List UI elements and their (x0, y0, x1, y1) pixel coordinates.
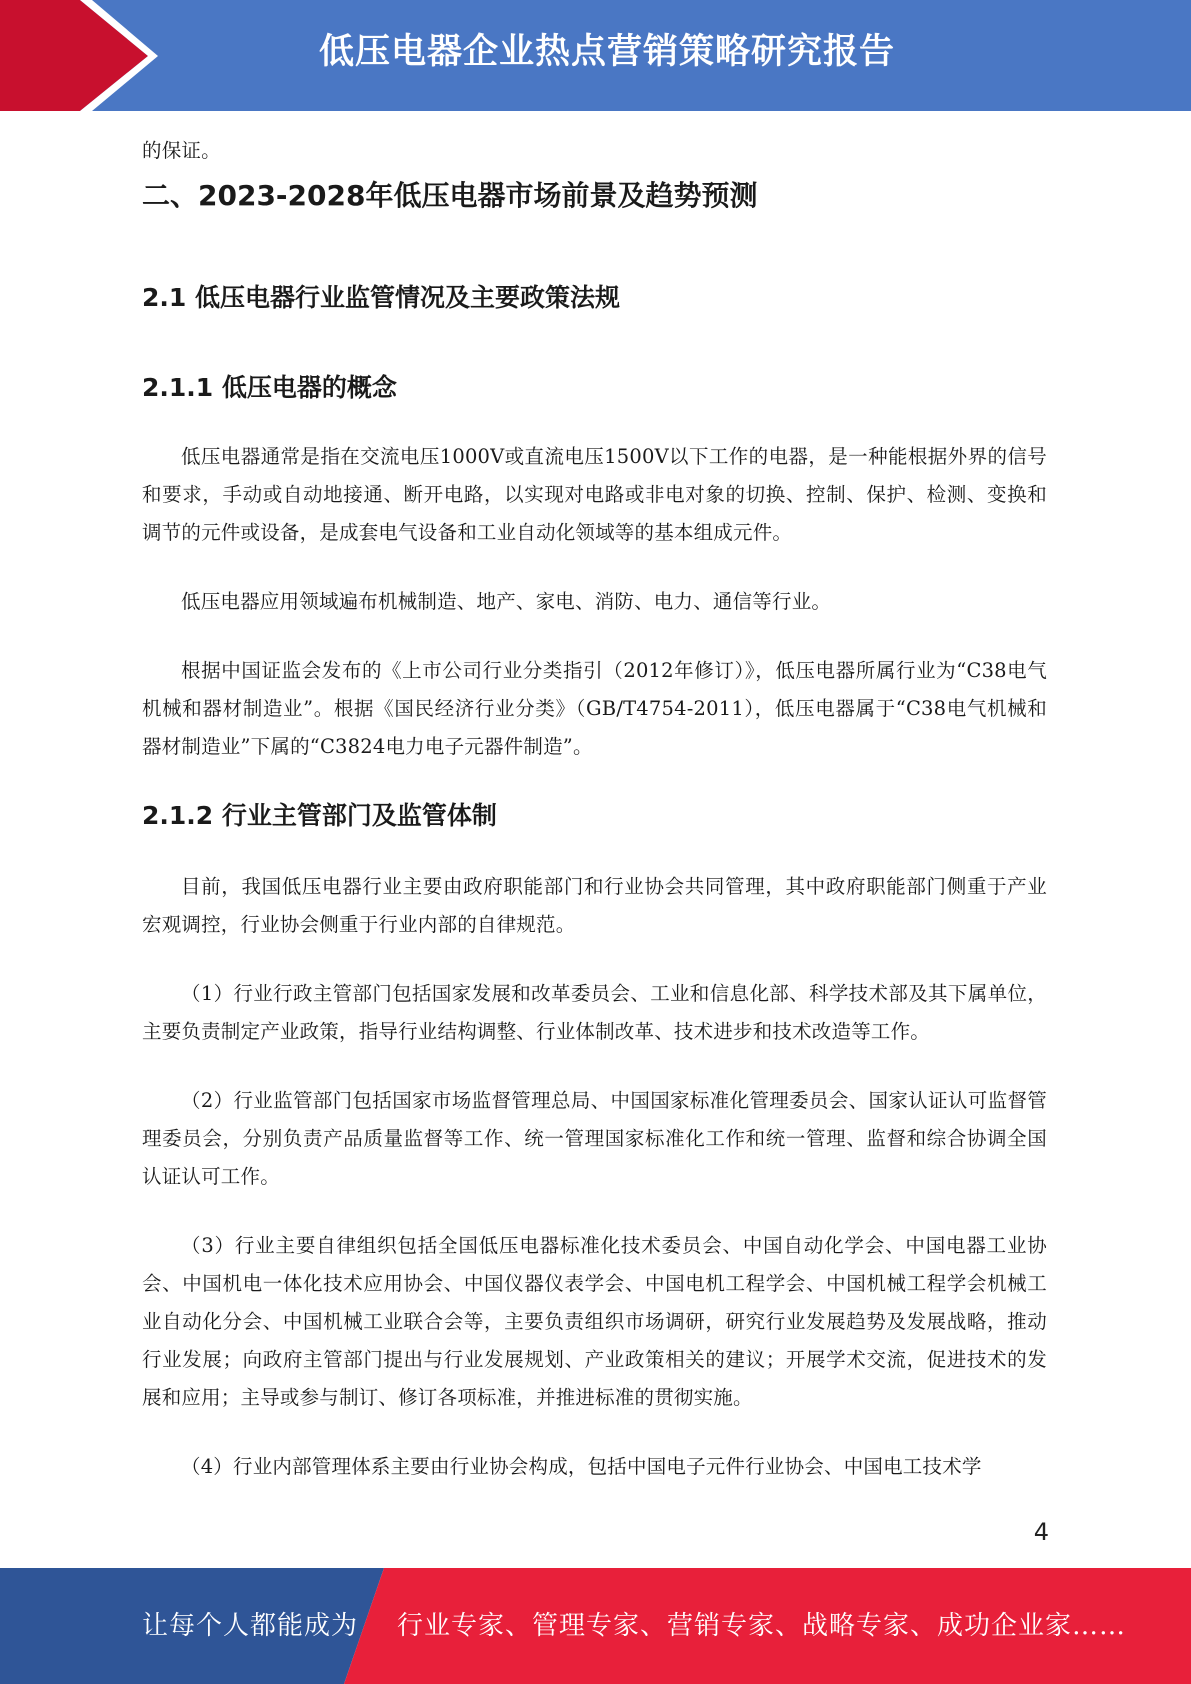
sub2-paragraph: 目前，我国低压电器行业主要由政府职能部门和行业协会共同管理，其中政府职能部门侧重于产业宏观调控，行业协会侧重于行业内部的自律规范。 (142, 875, 1047, 936)
sub1-paragraph: 低压电器应用领域遍布机械制造、地产、家电、消防、电力、通信等行业。 (181, 590, 832, 613)
sub1-paragraph: 低压电器通常是指在交流电压1000V或直流电压1500V以下工作的电器，是一种能根据外界的信号和要求，手动或自动地接通、断开电路，以实现对电路或非电对象的切换、控制、保护、检测、变换和调节的元件或设备，是成套电气设备和工业自动化领域等的基本组成元件。 (142, 445, 1047, 544)
page-header (0, 0, 1191, 111)
section-title: 二、2023-2028年低压电器市场前景及趋势预测 (142, 179, 758, 212)
page-number: 4 (1033, 1518, 1049, 1546)
sub1-title: 2.1.1 低压电器的概念 (142, 373, 397, 402)
lead-line: 的保证。 (142, 139, 221, 162)
sub2-title: 2.1.2 行业主管部门及监管体制 (142, 801, 497, 830)
footer-slogan-right: 行业专家、管理专家、营销专家、战略专家、成功企业家…… (397, 1611, 1127, 1641)
sub2-paragraph: （4）行业内部管理体系主要由行业协会构成，包括中国电子元件行业协会、中国电工技术学 (181, 1455, 982, 1478)
sub1-paragraph: 根据中国证监会发布的《上市公司行业分类指引（2012年修订）》，低压电器所属行业为“C38电气机械和器材制造业”。根据《国民经济行业分类》（GB/T4754-2011），低压电器属于“C38电气机械和器材制造业”下属的“C3824电力电子元器件制造”。 (142, 659, 1047, 758)
sub2-paragraph: （1）行业行政主管部门包括国家发展和改革委员会、工业和信息化部、科学技术部及其下属单位，主要负责制定产业政策，指导行业结构调整、行业体制改革、技术进步和技术改造等工作。 (142, 982, 1047, 1043)
footer-slogan-left: 让每个人都能成为 (142, 1611, 359, 1641)
sub2-paragraph: （2）行业监管部门包括国家市场监督管理总局、中国国家标准化管理委员会、国家认证认可监督管理委员会，分别负责产品质量监督等工作、统一管理国家标准化工作和统一管理、监督和综合协调全国认证认可工作。 (142, 1089, 1047, 1188)
subsection-title: 2.1 低压电器行业监管情况及主要政策法规 (142, 283, 620, 312)
sub2-paragraph: （3）行业主要自律组织包括全国低压电器标准化技术委员会、中国自动化学会、中国电器工业协会、中国机电一体化技术应用协会、中国仪器仪表学会、中国电机工程学会、中国机械工程学会机械工业自动化分会、中国机械工业联合会等，主要负责组织市场调研，研究行业发展趋势及发展战略，推动行业发展；向政府主管部门提出与行业发展规划、产业政策相关的建议；开展学术交流，促进技术的发展和应用；主导或参与制订、修订各项标准，并推进标准的贯彻实施。 (142, 1234, 1047, 1409)
report-title: 低压电器企业热点营销策略研究报告 (318, 32, 895, 72)
page-footer (0, 1568, 1191, 1684)
page-content (142, 132, 1047, 1486)
